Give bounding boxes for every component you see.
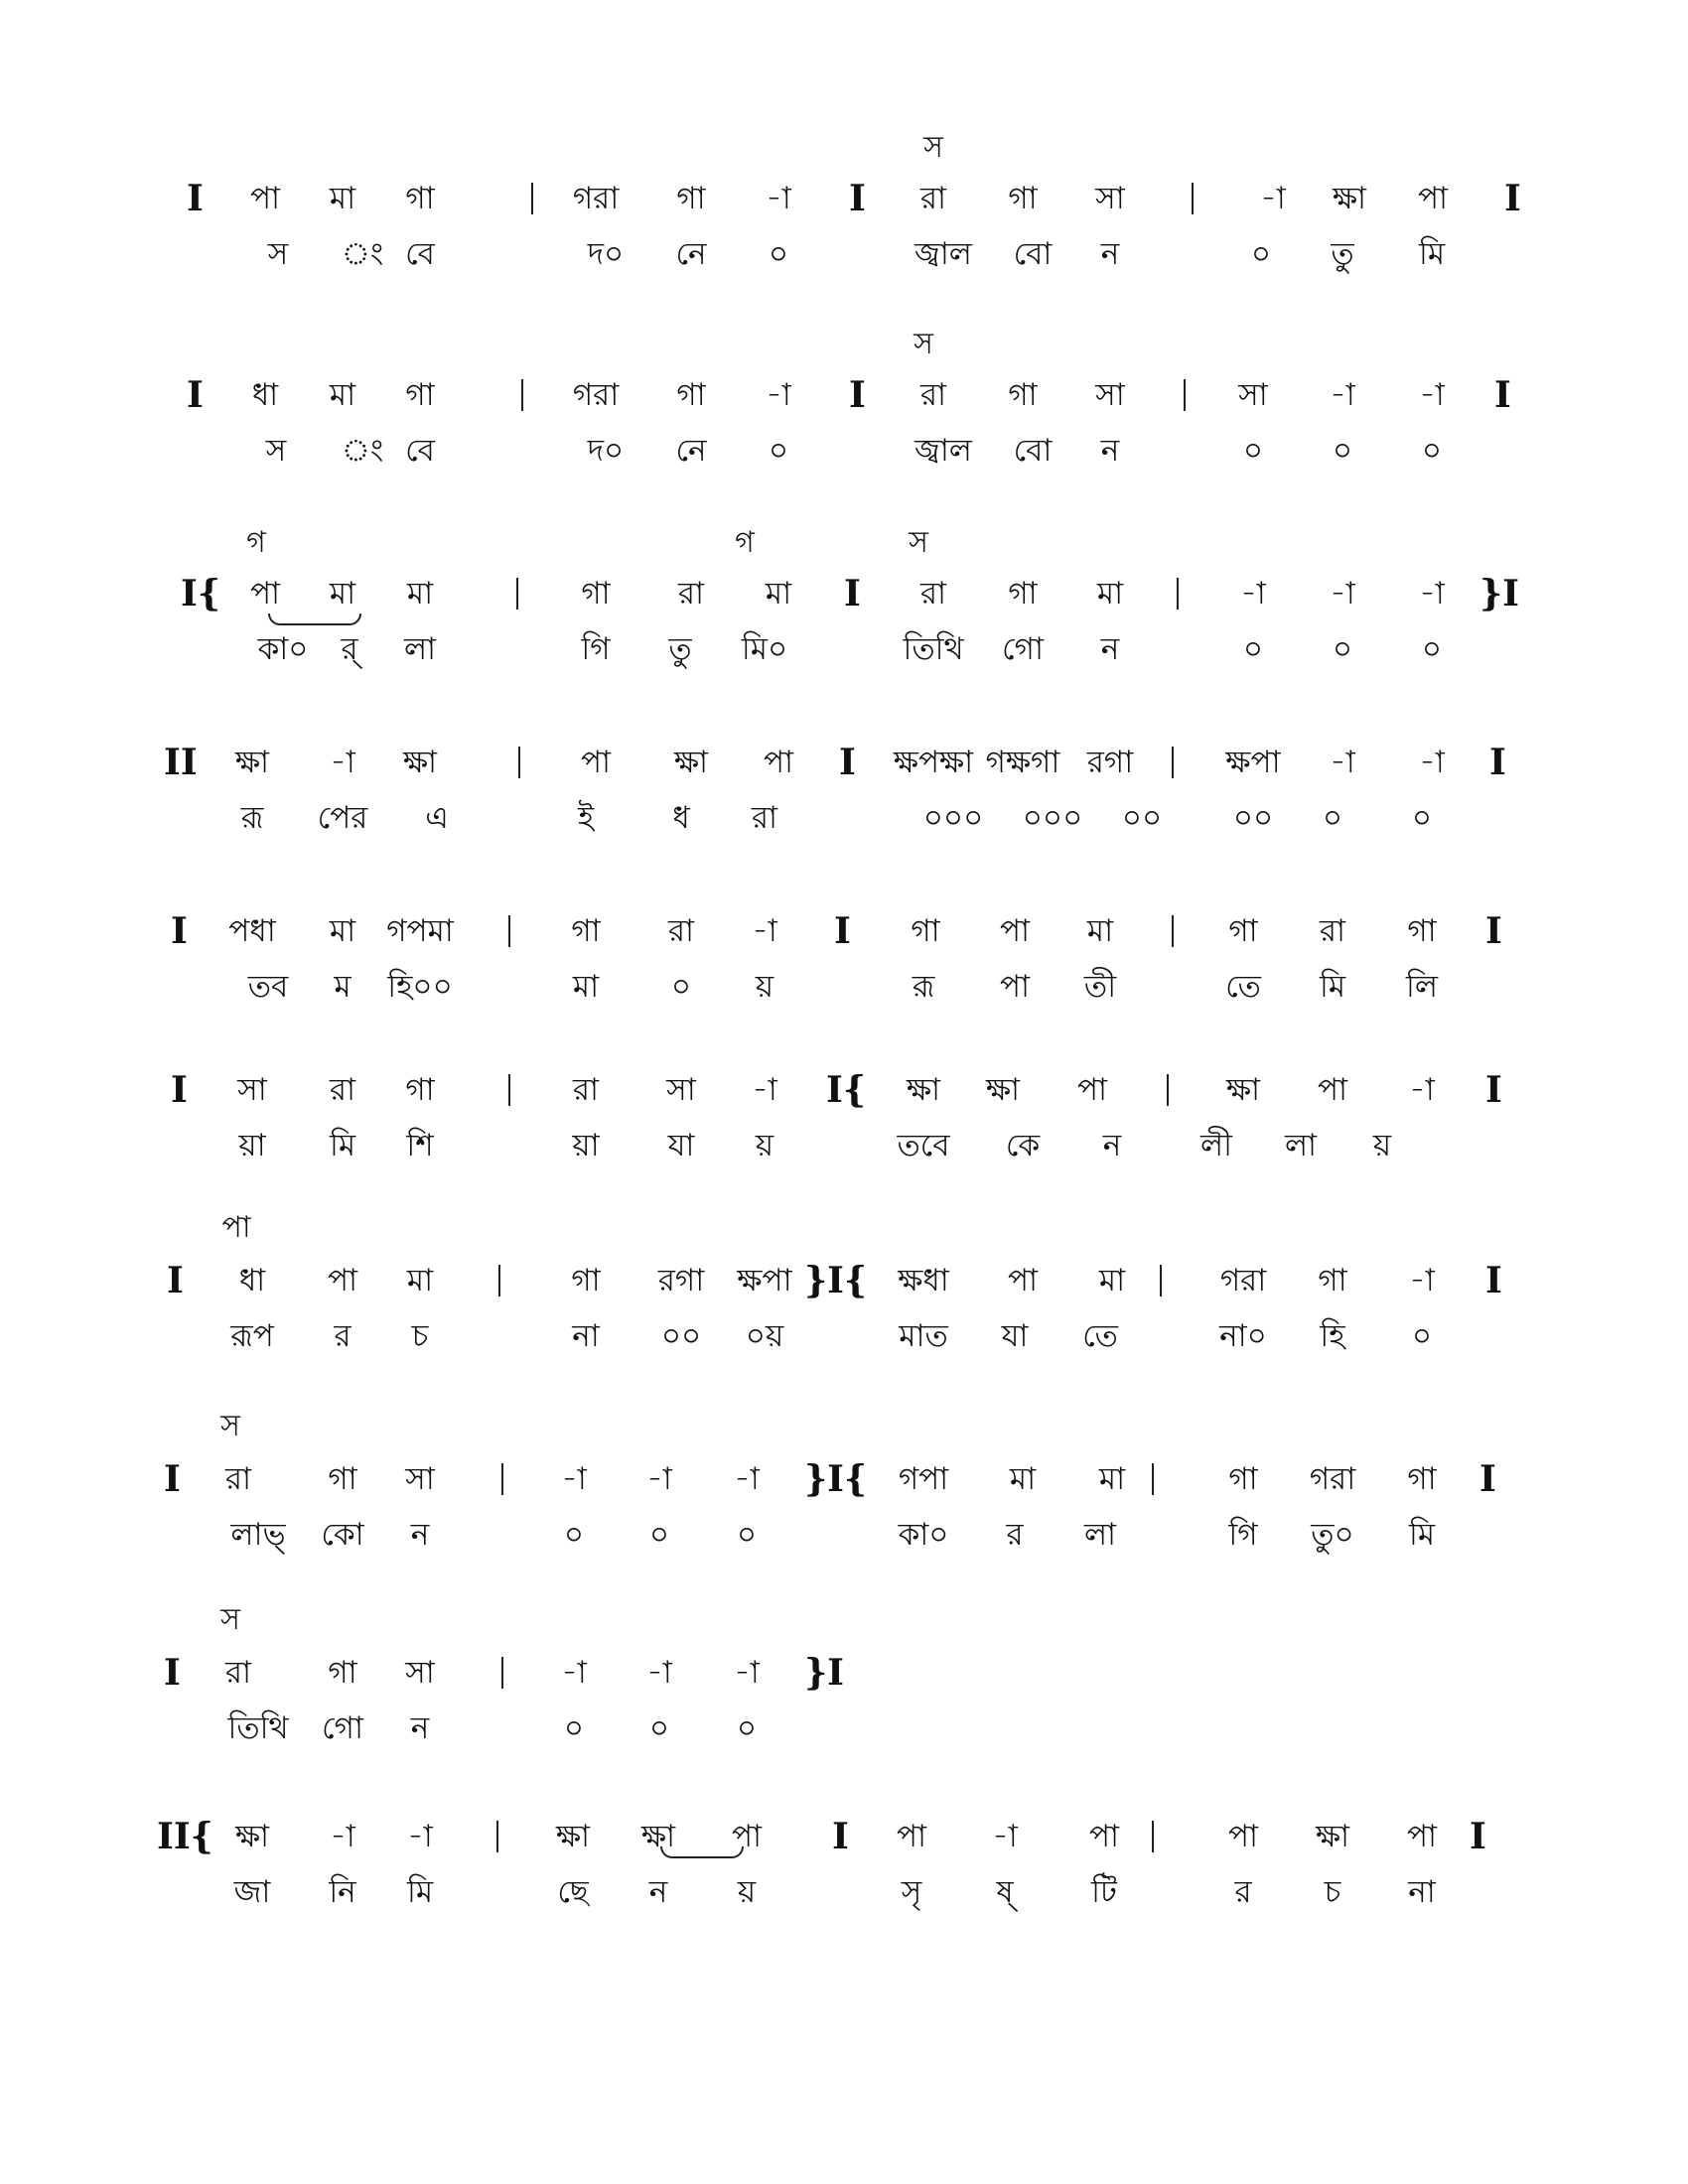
- note: মা: [329, 913, 356, 949]
- note: পা: [1317, 1072, 1348, 1108]
- lyric: মাত: [899, 1318, 948, 1354]
- note: পা: [1007, 1263, 1039, 1298]
- lyric: ০: [768, 433, 789, 469]
- lyric: ০: [1421, 631, 1443, 667]
- note: রগা: [657, 1263, 705, 1298]
- lyric: লা: [1083, 1517, 1117, 1553]
- notation-row: [0, 1409, 1688, 1569]
- note: -া: [330, 745, 355, 780]
- notation-row: [0, 1817, 1688, 1926]
- lyric: লী: [1200, 1128, 1232, 1163]
- lyric: ০: [1250, 236, 1272, 272]
- note: মা: [406, 1263, 434, 1298]
- notation-row: [0, 327, 1688, 484]
- notation-row: [0, 743, 1688, 852]
- bar-line: [531, 183, 533, 214]
- lyric: ০: [648, 1710, 670, 1746]
- above-note: স: [909, 525, 928, 560]
- note: পা: [249, 576, 281, 612]
- note: গা: [405, 377, 435, 413]
- note: রা: [667, 913, 695, 949]
- lyric: ০: [670, 969, 692, 1005]
- lyric: তবে: [897, 1128, 950, 1163]
- bar-line: [1167, 1074, 1169, 1106]
- bar-line: [501, 1463, 503, 1495]
- bar-line: [1184, 379, 1186, 411]
- row-start-mark: I{: [181, 573, 220, 614]
- bar-line: [1192, 183, 1194, 214]
- lyric: না: [572, 1318, 600, 1354]
- note: সা: [1095, 181, 1125, 216]
- note: -া: [646, 1655, 672, 1691]
- note: গক্ষগা: [985, 745, 1060, 780]
- lyric: চ: [411, 1318, 429, 1354]
- lyric: কো: [321, 1517, 364, 1553]
- note: ক্ষা: [985, 1072, 1021, 1108]
- lyric: য়: [737, 1874, 757, 1910]
- lyric: রূপ: [230, 1318, 274, 1354]
- lyric: বে: [405, 236, 435, 272]
- row-mid-mark: }I{: [804, 1260, 868, 1301]
- note: পা: [731, 1819, 763, 1854]
- row-end-mark: I: [1485, 1069, 1502, 1111]
- lyric: ধ: [672, 800, 690, 836]
- lyric: ছে: [557, 1874, 589, 1910]
- note: -া: [766, 181, 791, 216]
- lyric: মি: [406, 1874, 434, 1910]
- lyric: ং: [341, 433, 384, 469]
- row-mid-mark: I: [849, 374, 866, 416]
- note: মা: [1096, 576, 1124, 612]
- notation-row: [0, 130, 1688, 288]
- note: ক্ষা: [673, 745, 709, 780]
- bar-line: [496, 1821, 498, 1852]
- note: ধা: [238, 1263, 266, 1298]
- note: গা: [405, 181, 435, 216]
- lyric: ০: [1411, 800, 1433, 836]
- lyric: মি০: [741, 631, 788, 667]
- lyric: কে: [1005, 1128, 1041, 1163]
- note: সা: [666, 1072, 696, 1108]
- note: -া: [561, 1655, 587, 1691]
- note: মা: [1098, 1461, 1126, 1497]
- note: ক্ষা: [906, 1072, 941, 1108]
- note: ক্ষা: [640, 1819, 676, 1854]
- row-end-mark: I: [1479, 1458, 1496, 1500]
- row-start-mark: I: [171, 1069, 188, 1111]
- note: গা: [676, 377, 706, 413]
- lyric: ০০: [1121, 800, 1163, 836]
- lyric: রা: [751, 800, 778, 836]
- lyric: শি: [406, 1128, 434, 1163]
- lyric: লা: [403, 631, 437, 667]
- row-mid-mark: I{: [826, 1069, 866, 1111]
- note: রা: [224, 1461, 252, 1497]
- note: গা: [1008, 576, 1038, 612]
- note: পধা: [228, 913, 276, 949]
- lyric: তী: [1083, 969, 1117, 1005]
- row-start-mark: I: [187, 374, 204, 416]
- note: ক্ষা: [234, 745, 270, 780]
- note: রগা: [1086, 745, 1134, 780]
- lyric: তে: [1082, 1318, 1118, 1354]
- note: -া: [407, 1819, 433, 1854]
- lyric: বে: [405, 433, 435, 469]
- lyric: মি: [1408, 1517, 1436, 1553]
- lyric: লা: [1284, 1128, 1318, 1163]
- lyric: ০য়: [745, 1318, 784, 1354]
- lyric: মি: [329, 1128, 356, 1163]
- note: -া: [1330, 377, 1355, 413]
- lyric: ০: [768, 236, 789, 272]
- lyric: য়া: [572, 1128, 600, 1163]
- lyric: স: [267, 236, 289, 272]
- note: গা: [571, 913, 601, 949]
- note: গা: [405, 1072, 435, 1108]
- note: রা: [677, 576, 705, 612]
- row-mid-mark: I: [839, 742, 856, 783]
- note: -া: [752, 1072, 777, 1108]
- bar-line: [516, 578, 518, 610]
- note: -া: [752, 913, 777, 949]
- slur-mark: [660, 1846, 744, 1858]
- note: মা: [406, 576, 434, 612]
- note: ক্ষপা: [737, 1263, 792, 1298]
- note: -া: [1330, 576, 1355, 612]
- lyric: ন: [1102, 1128, 1122, 1163]
- above-note: স: [923, 130, 943, 165]
- bar-line: [1172, 747, 1174, 778]
- notation-row: [0, 525, 1688, 683]
- note: রা: [919, 377, 947, 413]
- note: গরা: [1219, 1263, 1267, 1298]
- lyric: দ০: [587, 433, 625, 469]
- lyric: মি: [1418, 236, 1446, 272]
- lyric: রূ: [240, 800, 264, 836]
- note: ক্ষা: [402, 745, 438, 780]
- note: গপমা: [386, 913, 454, 949]
- note: গা: [1008, 377, 1038, 413]
- lyric: জা: [233, 1874, 271, 1910]
- bar-line: [498, 1265, 500, 1297]
- bar-line: [1152, 1463, 1154, 1495]
- note: রা: [572, 1072, 600, 1108]
- note: গপা: [898, 1461, 949, 1497]
- note: সা: [405, 1461, 435, 1497]
- note: -া: [734, 1461, 760, 1497]
- lyric: তিথি: [903, 631, 964, 667]
- bar-line: [1160, 1265, 1162, 1297]
- row-end-mark: I: [1504, 178, 1521, 219]
- lyric: র: [334, 1318, 352, 1354]
- row-end-mark: I: [1470, 1816, 1486, 1857]
- note: ক্ষধা: [898, 1263, 949, 1298]
- row-end-mark: I: [1485, 1260, 1502, 1301]
- bar-line: [1177, 578, 1179, 610]
- note: পা: [896, 1819, 927, 1854]
- note: ক্ষা: [234, 1819, 270, 1854]
- lyric: যা: [667, 1128, 695, 1163]
- lyric: ০: [1411, 1318, 1433, 1354]
- lyric: ০: [736, 1710, 758, 1746]
- row-start-mark: I: [164, 1458, 181, 1500]
- lyric: এ: [425, 800, 449, 836]
- note: -া: [646, 1461, 672, 1497]
- lyric: মা: [572, 969, 600, 1005]
- note: -া: [1240, 576, 1266, 612]
- above-note: স: [914, 327, 933, 361]
- lyric: তব: [247, 969, 289, 1005]
- lyric: তু: [668, 631, 692, 667]
- row-start-mark: I: [164, 1652, 181, 1694]
- lyric: গি: [1228, 1517, 1258, 1553]
- bar-line: [508, 1074, 510, 1106]
- lyric: য়: [755, 1128, 774, 1163]
- above-note: স: [220, 1602, 240, 1637]
- lyric: বো: [1013, 236, 1053, 272]
- row-end-mark: I: [1485, 910, 1502, 952]
- lyric: বো: [1013, 433, 1053, 469]
- lyric: পের: [317, 800, 368, 836]
- note: গা: [1008, 181, 1038, 216]
- note: গা: [911, 913, 940, 949]
- note: ক্ষা: [1332, 181, 1367, 216]
- lyric: সৃ: [901, 1874, 922, 1910]
- lyric: রূ: [912, 969, 935, 1005]
- note: -া: [1409, 1263, 1435, 1298]
- note: -া: [1419, 745, 1445, 780]
- lyric: নে: [675, 236, 707, 272]
- note: গা: [328, 1655, 357, 1691]
- lyric: ০: [736, 1517, 758, 1553]
- lyric: তে: [1225, 969, 1261, 1005]
- lyric: না: [1408, 1874, 1436, 1910]
- lyric: ন: [1100, 236, 1120, 272]
- lyric: গো: [1002, 631, 1044, 667]
- note: গা: [1228, 913, 1258, 949]
- note: ধা: [251, 377, 279, 413]
- lyric: ০০০: [1022, 800, 1083, 836]
- row-end-mark: }I: [1479, 573, 1519, 614]
- lyric: ই: [577, 800, 595, 836]
- lyric: যা: [1001, 1318, 1029, 1354]
- lyric: নে: [675, 433, 707, 469]
- notation-row: [0, 1602, 1688, 1762]
- lyric: গি: [581, 631, 611, 667]
- lyric: য়া: [238, 1128, 266, 1163]
- note: -া: [1409, 1072, 1435, 1108]
- note: পা: [580, 745, 612, 780]
- lyric: জ্বাল: [914, 433, 972, 469]
- note: -া: [1260, 181, 1286, 216]
- note: -া: [330, 1819, 355, 1854]
- lyric: ০: [648, 1517, 670, 1553]
- lyric: হি০০: [387, 969, 453, 1005]
- lyric: টি: [1091, 1874, 1117, 1910]
- lyric: তিথি: [227, 1710, 289, 1746]
- row-start-mark: II{: [157, 1816, 213, 1857]
- row-end-mark: I: [1494, 374, 1511, 416]
- note: মা: [329, 576, 356, 612]
- note: -া: [561, 1461, 587, 1497]
- slur-mark: [268, 614, 361, 625]
- lyric: লাভ্: [230, 1517, 286, 1553]
- note: -া: [766, 377, 791, 413]
- lyric: তু: [1331, 236, 1354, 272]
- lyric: কা০: [257, 631, 309, 667]
- note: -া: [734, 1655, 760, 1691]
- note: মা: [329, 377, 356, 413]
- lyric: ং: [341, 236, 384, 272]
- note: ক্ষপা: [1225, 745, 1281, 780]
- note: ক্ষপক্ষা: [893, 745, 974, 780]
- bar-line: [518, 747, 520, 778]
- note: মা: [329, 181, 356, 216]
- lyric: ষ্: [996, 1874, 1014, 1910]
- note: পা: [1088, 1819, 1120, 1854]
- note: পা: [327, 1263, 358, 1298]
- note: গা: [1228, 1461, 1258, 1497]
- note: সা: [1238, 377, 1268, 413]
- notation-row: [0, 1070, 1688, 1179]
- note: পা: [1227, 1819, 1259, 1854]
- lyric: পা: [999, 969, 1031, 1005]
- bar-line: [521, 379, 523, 411]
- note: পা: [1406, 1819, 1438, 1854]
- bar-line: [508, 915, 510, 947]
- note: মা: [1098, 1263, 1126, 1298]
- row-end-mark: I: [1489, 742, 1506, 783]
- note: গা: [571, 1263, 601, 1298]
- lyric: র: [1006, 1517, 1024, 1553]
- note: গা: [1407, 1461, 1437, 1497]
- lyric: স: [265, 433, 287, 469]
- lyric: না০: [1219, 1318, 1267, 1354]
- lyric: য়: [1372, 1128, 1392, 1163]
- row-mid-mark: I: [832, 1816, 849, 1857]
- row-mid-mark: }I{: [804, 1458, 868, 1500]
- row-mid-mark: }I: [804, 1652, 844, 1694]
- note: সা: [1095, 377, 1125, 413]
- lyric: ন: [648, 1874, 668, 1910]
- note: -া: [1419, 377, 1445, 413]
- note: সা: [405, 1655, 435, 1691]
- lyric: ০: [1242, 433, 1264, 469]
- note: গা: [1407, 913, 1437, 949]
- row-start-mark: I: [187, 178, 204, 219]
- above-note: গ: [735, 525, 755, 560]
- note: রা: [919, 576, 947, 612]
- lyric: ন: [1100, 433, 1120, 469]
- lyric: ন: [410, 1710, 430, 1746]
- note: গা: [328, 1461, 357, 1497]
- note: -া: [1419, 576, 1445, 612]
- note: -া: [992, 1819, 1018, 1854]
- note: ক্ষা: [1315, 1819, 1350, 1854]
- lyric: গো: [322, 1710, 363, 1746]
- notation-row: [0, 1210, 1688, 1370]
- lyric: নি: [329, 1874, 356, 1910]
- note: গরা: [1309, 1461, 1356, 1497]
- row-start-mark: I: [167, 1260, 184, 1301]
- bar-line: [1152, 1821, 1154, 1852]
- above-note: গ: [246, 525, 266, 560]
- lyric: ০: [1322, 800, 1343, 836]
- note: গরা: [572, 181, 620, 216]
- lyric: ন: [410, 1517, 430, 1553]
- row-mid-mark: I: [834, 910, 851, 952]
- lyric: ০০০: [922, 800, 984, 836]
- bar-line: [501, 1657, 503, 1689]
- lyric: ০: [1421, 433, 1443, 469]
- note: গা: [676, 181, 706, 216]
- note: পা: [1417, 181, 1449, 216]
- notation-row: [0, 911, 1688, 1021]
- row-start-mark: I: [171, 910, 188, 952]
- row-mid-mark: I: [849, 178, 866, 219]
- note: ক্ষা: [1225, 1072, 1261, 1108]
- above-note: পা: [221, 1210, 251, 1245]
- lyric: ০: [1332, 631, 1353, 667]
- lyric: র: [1234, 1874, 1252, 1910]
- note: রা: [919, 181, 947, 216]
- note: পা: [249, 181, 281, 216]
- lyric: ন: [1100, 631, 1120, 667]
- note: রা: [224, 1655, 252, 1691]
- row-mid-mark: I: [844, 573, 861, 614]
- note: রা: [329, 1072, 356, 1108]
- lyric: ০০: [660, 1318, 702, 1354]
- note: গরা: [572, 377, 620, 413]
- note: -া: [1330, 745, 1355, 780]
- lyric: মি: [1319, 969, 1346, 1005]
- note: ক্ষা: [555, 1819, 591, 1854]
- above-note: স: [220, 1409, 240, 1443]
- note: মা: [765, 576, 792, 612]
- note: পা: [999, 913, 1031, 949]
- lyric: ০: [1242, 631, 1264, 667]
- bar-line: [1172, 915, 1174, 947]
- lyric: ০: [563, 1710, 585, 1746]
- lyric: র্: [341, 631, 358, 667]
- lyric: তু০: [1311, 1517, 1354, 1553]
- row-start-mark: II: [164, 742, 198, 783]
- note: পা: [1076, 1072, 1108, 1108]
- note: গা: [581, 576, 611, 612]
- lyric: জ্বাল: [914, 236, 972, 272]
- lyric: লি: [1406, 969, 1438, 1005]
- lyric: হি: [1320, 1318, 1345, 1354]
- note: গা: [1318, 1263, 1347, 1298]
- lyric: দ০: [587, 236, 625, 272]
- lyric: য়: [755, 969, 774, 1005]
- lyric: কা০: [898, 1517, 949, 1553]
- note: রা: [1319, 913, 1346, 949]
- note: পা: [763, 745, 794, 780]
- lyric: চ: [1324, 1874, 1341, 1910]
- lyric: ০০: [1232, 800, 1274, 836]
- note: সা: [237, 1072, 267, 1108]
- lyric: ০: [563, 1517, 585, 1553]
- lyric: ম: [334, 969, 352, 1005]
- lyric: ০: [1332, 433, 1353, 469]
- note: মা: [1086, 913, 1114, 949]
- note: মা: [1009, 1461, 1037, 1497]
